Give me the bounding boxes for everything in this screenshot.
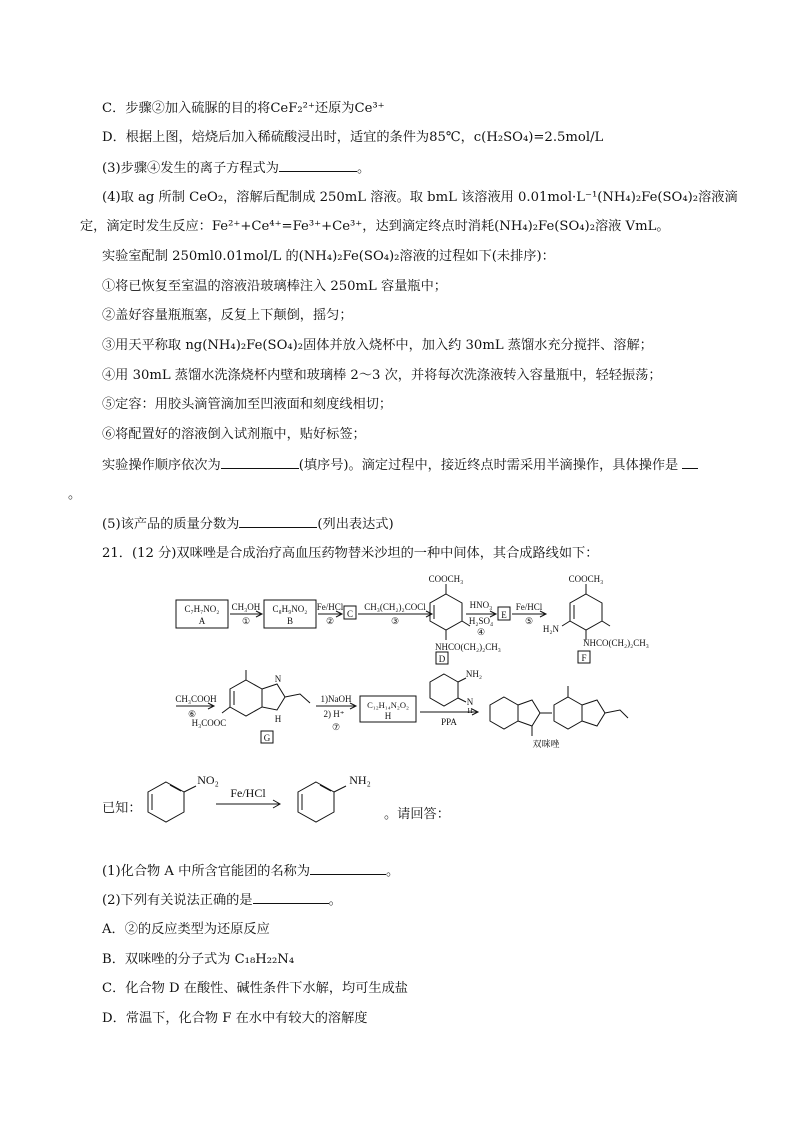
molecule-g-n: N	[274, 674, 282, 684]
product-imidazole-2	[582, 700, 605, 726]
step-3-number: ③	[390, 616, 400, 626]
known-reagent: Fe/HCl	[230, 786, 266, 800]
question-3-text: (3)步骤④发生的离子方程式为	[102, 161, 279, 176]
step-1-number: ①	[241, 616, 251, 626]
step-2-number: ②	[325, 616, 335, 626]
known-no2: NO₂	[197, 773, 219, 787]
option-d: D．根据上图，焙烧后加入稀硫酸浸出时，适宜的条件为85℃，c(H₂SO₄)=2.5mol/L	[102, 130, 604, 145]
step-7-number: ⑦	[331, 722, 341, 732]
option-c: C．步骤②加入硫脲的目的将CeF₂²⁺还原为Ce³⁺	[102, 101, 385, 116]
step-5-number: ⑤	[524, 616, 534, 626]
known-suffix: 。请回答：	[384, 807, 450, 822]
question-5-text-2: (列出表达式)	[317, 517, 394, 532]
step-7-reagent-1: 1)NaOH	[320, 694, 352, 704]
box-e-label: E	[501, 610, 507, 620]
box-b-label: B	[286, 616, 294, 626]
part-1-text: (1)化合物 A 中所含官能团的名称为	[102, 864, 311, 879]
molecule-f-ring	[570, 594, 602, 630]
product-ring-2	[554, 697, 582, 729]
step-4: ④用 30mL 蒸馏水洗涤烧杯内壁和玻璃棒 2～3 次，并将每次洗涤液转入容量瓶中，轻轻振荡；	[102, 368, 662, 383]
answer-blank[interactable]	[253, 891, 329, 904]
box-a-formula: C₇H₇NO₂	[184, 604, 220, 614]
reagent-amine-n: N	[466, 697, 474, 707]
molecule-g-nh: H	[274, 714, 282, 724]
choice-b: B．双咪唑的分子式为 C₁₈H₂₂N₄	[102, 952, 295, 967]
reagent-amine-h: H	[467, 707, 473, 715]
question-4-line-2: 定，滴定时发生反应：Fe²⁺+Ce⁴⁺=Fe³⁺+Ce³⁺，达到滴定终点时消耗(NH₄)₂Fe(SO₄)₂溶液 VmL。	[80, 219, 670, 234]
molecule-g-imidazole	[262, 684, 285, 710]
part-1-end: 。	[386, 864, 400, 879]
step-1-reagent: CH₃OH	[231, 602, 261, 612]
molecule-g-ester: H₃COOC	[191, 718, 227, 728]
step-2-reagent: Fe/HCl	[316, 602, 344, 612]
molecule-g-label: G	[263, 733, 271, 743]
question-5-text: (5)该产品的质量分数为	[102, 517, 240, 532]
step-8-reagent: PPA	[441, 717, 457, 727]
order-question-end: 。	[68, 487, 82, 502]
molecule-f-amine: H₂N	[542, 624, 560, 634]
step-6-number: ⑥	[187, 709, 197, 719]
order-question-text: 实验操作顺序依次为	[102, 458, 221, 473]
aniline-ring	[298, 782, 334, 822]
question-4-line-1: (4)取 ag 所制 CeO₂，溶解后配制成 250mL 溶液。取 bmL 该溶液用 0.01mol·L⁻¹(NH₄)₂Fe(SO₄)₂溶液滴	[102, 190, 738, 205]
molecule-f-ester: COOCH₃	[568, 574, 604, 584]
step-3-reagent: CH₃(CH₂)₂COCl	[364, 602, 426, 612]
step-2: ②盖好容量瓶瓶塞，反复上下颠倒，摇匀；	[102, 308, 353, 323]
step-5: ⑤定容：用胶头滴管滴加至凹液面和刻度线相切；	[102, 397, 393, 412]
choice-d: D．常温下，化合物 F 在水中有较大的溶解度	[102, 1011, 368, 1026]
box-a-label: A	[198, 616, 206, 626]
question-4-line-3: 实验室配制 250ml0.01mol/L 的(NH₄)₂Fe(SO₄)₂溶液的过程如下(未排序)：	[102, 249, 555, 264]
box-h-formula: C₁₂H₁₄N₂O₂	[367, 700, 409, 710]
step-4-number: ④	[476, 627, 486, 637]
nitrobenzene-ring	[148, 782, 184, 822]
choice-a: A．②的反应类型为还原反应	[102, 922, 270, 937]
question-21: 21．(12 分)双咪唑是合成治疗高血压药物替米沙坦的一种中间体，其合成路线如下：	[102, 546, 599, 561]
product-label: 双咪唑	[532, 739, 560, 749]
part-2-text: (2)下列有关说法正确的是	[102, 893, 253, 908]
molecule-d-ester: COOCH₃	[428, 574, 464, 584]
box-b-formula: C₈H₉NO₂	[272, 604, 308, 614]
molecule-d-amide: NHCO(CH₂)₂CH₃	[435, 642, 501, 652]
known-prefix: 已知：	[102, 801, 142, 816]
reagent-amine-ring	[430, 674, 458, 706]
step-4-reagent-2: H₂SO₄	[468, 616, 494, 626]
step-7-reagent-2: 2) H⁺	[323, 709, 345, 719]
answer-blank[interactable]	[310, 862, 386, 875]
molecule-d-ring	[430, 594, 462, 630]
part-2-end: 。	[328, 893, 342, 908]
part-2	[102, 891, 342, 910]
choice-c: C．化合物 D 在酸性、碱性条件下水解，均可生成盐	[102, 981, 408, 996]
reagent-amine-nh2: NH₂	[465, 669, 483, 679]
molecule-f-amide: NHCO(CH₂)₂CH₃	[583, 638, 649, 648]
step-6-reagent: CH₃COOH	[175, 694, 217, 704]
molecule-d-label: D	[438, 654, 446, 664]
product-ring-1	[490, 697, 518, 729]
known-nh2: NH₂	[349, 773, 371, 787]
molecule-f-label: F	[581, 653, 587, 663]
part-1	[102, 862, 399, 881]
step-5-reagent: Fe/HCl	[515, 602, 543, 612]
step-4-reagent-1: HNO₃	[469, 600, 493, 610]
question-3-end: 。	[356, 161, 371, 176]
step-3: ③用天平称取 ng(NH₄)₂Fe(SO₄)₂固体并放入烧杯中，加入约 30mL 蒸馏水充分搅拌、溶解；	[102, 338, 653, 353]
box-h-label: H	[384, 711, 392, 721]
order-question-text-2: (填序号)。滴定过程中，接近终点时需采用半滴操作，具体操作是	[298, 458, 679, 473]
box-c-label: C	[346, 609, 354, 619]
step-1: ①将已恢复至室温的溶液沿玻璃棒注入 250mL 容量瓶中；	[102, 279, 447, 294]
product-imidazole-1	[518, 700, 540, 726]
step-6: ⑥将配置好的溶液倒入试剂瓶中，贴好标签；	[102, 427, 366, 442]
molecule-g-ring	[230, 680, 262, 716]
